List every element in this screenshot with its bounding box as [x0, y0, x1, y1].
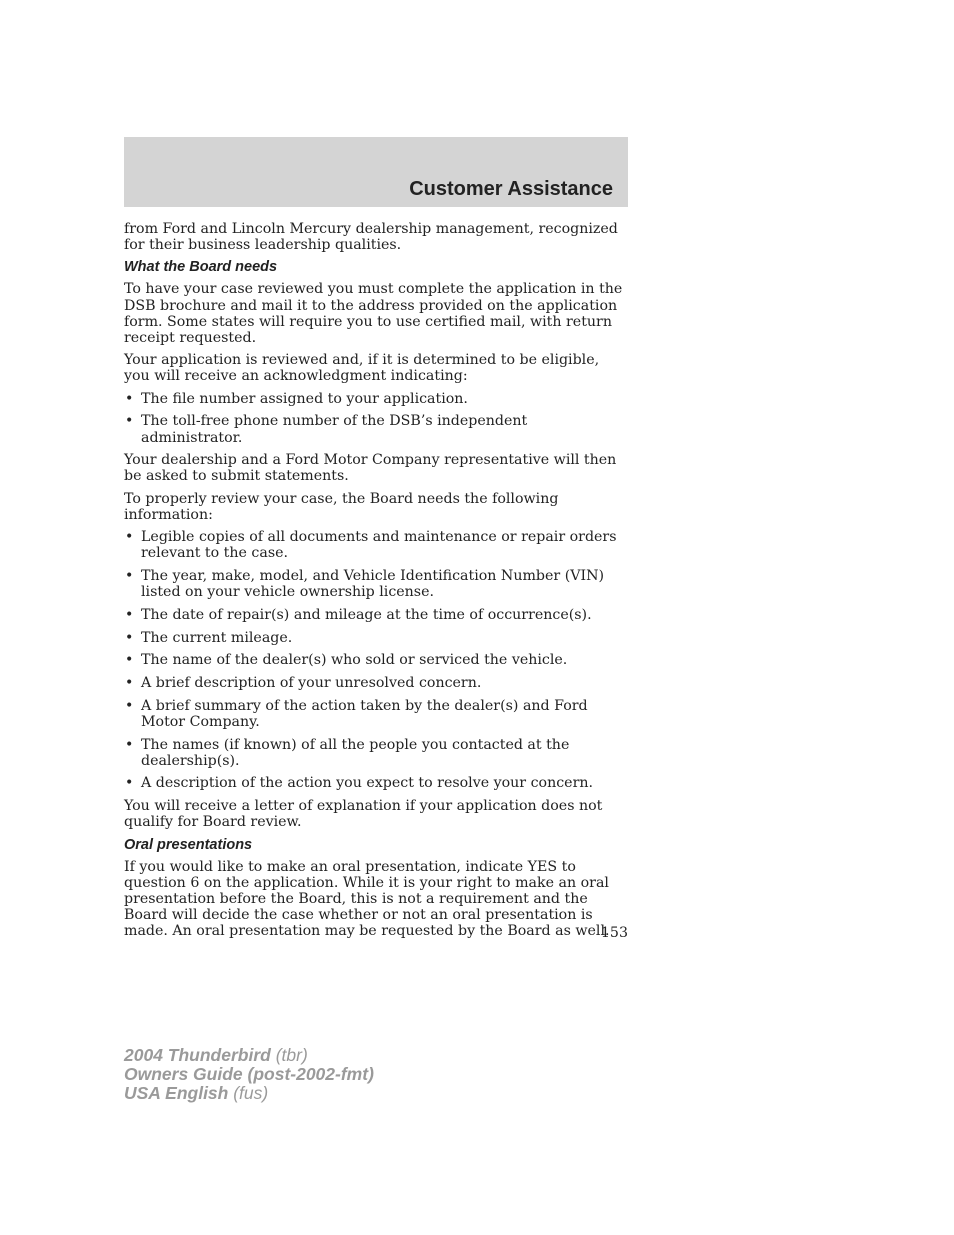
list-item: • The names (if known) of all the people you contacted at the dealership(s).: [125, 736, 570, 769]
list-item: • A brief summary of the action taken by the dealer(s) and Ford Motor Company.: [125, 697, 588, 730]
bullet-icon: •: [125, 736, 134, 753]
paragraph-dealership-statements: Your dealership and a Ford Motor Company representative will then be asked to submit statements.: [124, 452, 617, 485]
footer-line-language: USA English (fus): [124, 1083, 269, 1103]
bullet-icon: •: [125, 606, 134, 623]
paragraph-application-reviewed: Your application is reviewed and, if it is determined to be eligible, you will receive an acknowledgment indicating:: [124, 352, 600, 385]
section-title: Customer Assistance: [409, 178, 613, 200]
acknowledgment-list: [124, 391, 628, 446]
bullet-icon: •: [125, 697, 134, 714]
bullet-icon: •: [125, 413, 134, 430]
bullet-icon: •: [125, 674, 134, 691]
heading-board-needs: What the Board needs: [124, 259, 278, 276]
list-item: • The toll-free phone number of the DSB’s independent administrator.: [125, 413, 528, 446]
page-content: [124, 221, 628, 946]
bullet-icon: •: [125, 652, 134, 669]
list-item: • The file number assigned to your application.: [125, 390, 468, 407]
paragraph-oral: If you would like to make an oral presentation, indicate YES to question 6 on the application. While it is your right to make an oral presentation before the Board, this is not a requirement and the Board will decide the case whether or not an oral presentation is made. An oral presentation may be requested by the Board as well.: [124, 858, 610, 940]
list-item: • The name of the dealer(s) who sold or serviced the vehicle.: [125, 652, 568, 669]
list-item: • Legible copies of all documents and maintenance or repair orders relevant to the case.: [125, 529, 617, 562]
list-item: • The date of repair(s) and mileage at the time of occurrence(s).: [125, 606, 592, 623]
list-item: • The year, make, model, and Vehicle Identification Number (VIN) listed on your vehicle ownership license.: [125, 567, 605, 601]
heading-oral-presentations: Oral presentations: [124, 836, 253, 853]
paragraph-board-info: To properly review your case, the Board needs the following information:: [124, 490, 559, 523]
header-band: [124, 137, 628, 207]
bullet-icon: •: [125, 390, 134, 407]
intro-paragraph: from Ford and Lincoln Mercury dealership management, recognized for their business leadership qualities.: [124, 221, 618, 254]
bullet-icon: •: [125, 529, 134, 546]
page-number: 153: [600, 925, 628, 941]
bullet-icon: •: [125, 775, 134, 792]
list-item: • A brief description of your unresolved concern.: [125, 674, 482, 691]
bullet-icon: •: [125, 567, 134, 584]
bullet-icon: •: [125, 629, 134, 646]
footer-line-guide: Owners Guide (post-2002-fmt): [124, 1064, 374, 1084]
paragraph-case-review: To have your case reviewed you must complete the application in the DSB brochure and mail it to the address provided on the application form. Some states will require you to use certified mail, with return receipt requested.: [124, 281, 623, 347]
document-footer: [124, 1046, 374, 1103]
list-item: • A description of the action you expect to resolve your concern.: [125, 775, 593, 792]
information-list: [124, 529, 628, 792]
paragraph-letter: You will receive a letter of explanation if your application does not qualify for Board review.: [124, 798, 603, 831]
footer-line-model: 2004 Thunderbird (tbr): [124, 1045, 308, 1065]
list-item: • The current mileage.: [125, 629, 293, 646]
